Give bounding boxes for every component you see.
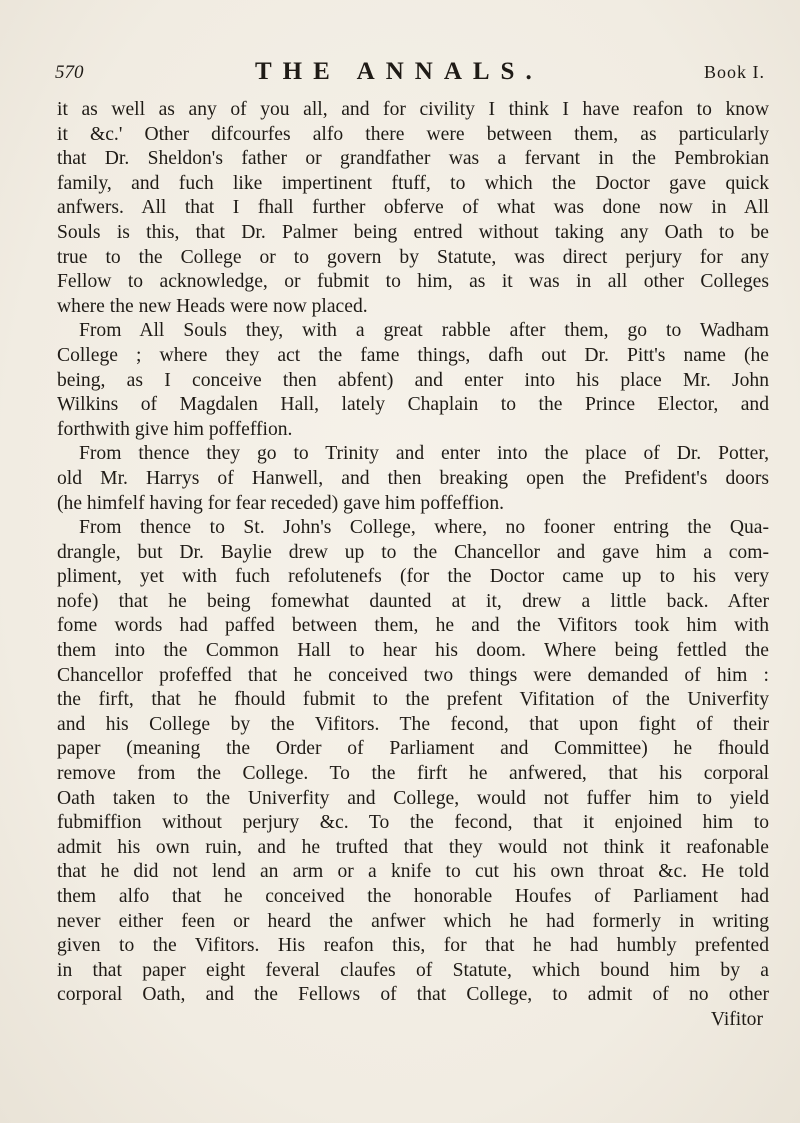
- text-line: paper (meaning the Order of Parliament and Committee) he fhould: [57, 738, 769, 760]
- text-line: admit his own ruin, and he trufted that they would not think it reafonable: [57, 836, 769, 858]
- text-line: From thence to St. John's College, where, no fooner entring the Qua-: [79, 517, 769, 539]
- text-line: Fellow to acknowledge, or fubmit to him, as it was in all other Colleges: [57, 271, 769, 293]
- text-line: fome words had paffed between them, he and the Vifitors took him with: [57, 615, 769, 637]
- text-line: family, and fuch like impertinent ftuff, to which the Doctor gave quick: [57, 172, 769, 194]
- text-line: From thence they go to Trinity and enter into the place of Dr. Potter,: [79, 443, 769, 465]
- text-line: old Mr. Harrys of Hanwell, and then breaking open the Prefident's doors: [57, 467, 769, 489]
- text-line: being, as I conceive then abfent) and enter into his place Mr. John: [57, 369, 769, 391]
- text-line: and his College by the Vifitors. The fecond, that upon fight of their: [57, 713, 769, 735]
- text-line: them into the Common Hall to hear his doom. Where being fettled the: [57, 640, 769, 662]
- text-line: given to the Vifitors. His reafon this, for that he had humbly prefented: [57, 935, 769, 957]
- text-line: (he himfelf having for fear receded) gave him poffeffion.: [57, 492, 505, 514]
- text-line: in that paper eight feveral claufes of Statute, which bound him by a: [57, 959, 769, 981]
- text-line: that he did not lend an arm or a knife to cut his own throat &c. He told: [57, 861, 769, 883]
- text-line: From All Souls they, with a great rabble after them, go to Wadham: [79, 320, 769, 342]
- catchword: Vifitor: [710, 1008, 763, 1030]
- text-line: anfwers. All that I fhall further obferve of what was done now in All: [57, 197, 769, 219]
- running-head: [55, 58, 765, 92]
- text-line: drangle, but Dr. Baylie drew up to the Chancellor and gave him a com-: [57, 541, 769, 563]
- text-line: Oath taken to the Univerfity and College, would not fuffer him to yield: [57, 787, 769, 809]
- text-line: forthwith give him poffeffion.: [57, 418, 293, 440]
- text-line: it &c.' Other difcourfes alfo there were between them, as particularly: [57, 123, 769, 145]
- text-line: Wilkins of Magdalen Hall, lately Chaplain to the Prince Elector, and: [57, 394, 769, 416]
- text-line: pliment, yet with fuch refolutenefs (for the Doctor came up to his very: [57, 566, 769, 588]
- text-line: College ; where they act the fame things, dafh out Dr. Pitt's name (he: [57, 344, 769, 366]
- text-line: fubmiffion without perjury &c. To the fecond, that it enjoined him to: [57, 812, 769, 834]
- text-line: corporal Oath, and the Fellows of that College, to admit of no other: [57, 984, 769, 1006]
- body-text: [57, 98, 769, 1033]
- text-line: the firft, that he fhould fubmit to the prefent Vifitation of the Univerfity: [57, 689, 769, 711]
- text-line: true to the College or to govern by Statute, was direct perjury for any: [57, 246, 769, 268]
- text-line: it as well as any of you all, and for civility I think I have reafon to know: [57, 99, 769, 120]
- text-line: Souls is this, that Dr. Palmer being entred without taking any Oath to be: [57, 221, 769, 243]
- text-line: Chancellor profeffed that he conceived two things were demanded of him :: [57, 664, 769, 686]
- page-number: 570: [55, 62, 84, 83]
- text-line: where the new Heads were now placed.: [57, 295, 368, 317]
- text-line: them alfo that he conceived the honorable Houfes of Parliament had: [57, 886, 769, 907]
- text-line: remove from the College. To the firft he anfwered, that his corporal: [57, 763, 769, 785]
- text-line: nofe) that he being fomewhat daunted at it, drew a little back. After: [57, 590, 769, 612]
- running-title: THE ANNALS.: [255, 58, 543, 85]
- text-line: never either feen or heard the anfwer which he had formerly in writing: [57, 910, 769, 932]
- text-line: that Dr. Sheldon's father or grandfather was a fervant in the Pembrokian: [57, 148, 769, 170]
- book-label: Book I.: [704, 62, 765, 82]
